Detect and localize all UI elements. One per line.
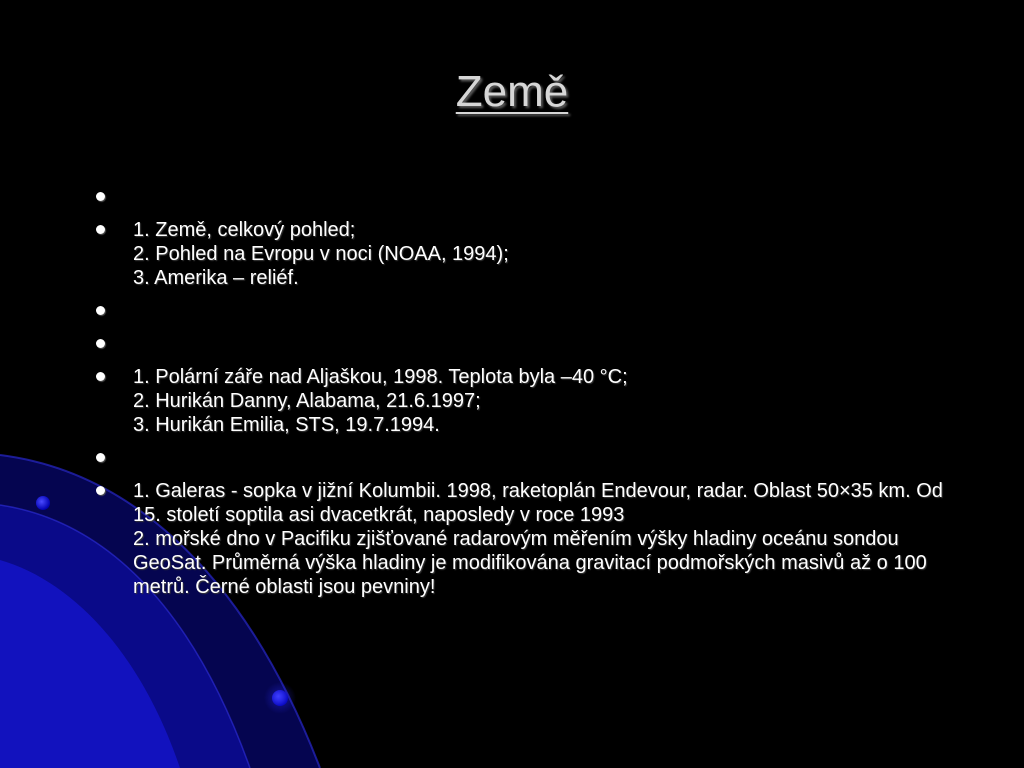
blue-dot-shape xyxy=(36,496,50,510)
bullet-dot-icon xyxy=(96,339,105,348)
bullet-item xyxy=(96,446,966,470)
bullet-item xyxy=(96,479,966,599)
bullet-text-line: 3. Amerika – reliéf. xyxy=(133,267,299,289)
bullet-dot-icon xyxy=(96,372,105,381)
bullet-item xyxy=(96,332,966,356)
bullet-dot-icon xyxy=(96,486,105,495)
bullet-text-line: 1. Země, celkový pohled; xyxy=(133,219,356,241)
bullet-text-line: 3. Hurikán Emilia, STS, 19.7.1994. xyxy=(133,414,440,436)
bullet-item xyxy=(96,218,966,290)
bullet-dot-icon xyxy=(96,192,105,201)
slide-title: Země xyxy=(455,67,569,116)
bullet-text-line: 2. Pohled na Evropu v noci (NOAA, 1994); xyxy=(133,243,509,265)
bullet-dot-icon xyxy=(96,306,105,315)
bullet-text-line: 1. Galeras - sopka v jižní Kolumbii. 1998, raketoplán Endevour, radar. Oblast 50×35 km. Od 15. století soptila asi dvacetkrát, naposledy v roce 1993 xyxy=(133,480,949,526)
bullet-list xyxy=(96,185,966,608)
bullet-item xyxy=(96,299,966,323)
bullet-item xyxy=(96,185,966,209)
bullet-item xyxy=(96,365,966,437)
bullet-text-line: 2. mořské dno v Pacifiku zjišťované radarovým měřením výšky hladiny oceánu sondou GeoSat. Průměrná výška hladiny je modifikována gravitací podmořských masivů až o 100 metrů. Černé oblasti jsou pevniny! xyxy=(133,528,933,598)
bullet-text-line: 1. Polární záře nad Aljaškou, 1998. Teplota byla –40 °C; xyxy=(133,366,628,388)
bullet-dot-icon xyxy=(96,453,105,462)
bullet-dot-icon xyxy=(96,225,105,234)
bullet-text-line: 2. Hurikán Danny, Alabama, 21.6.1997; xyxy=(133,390,481,412)
